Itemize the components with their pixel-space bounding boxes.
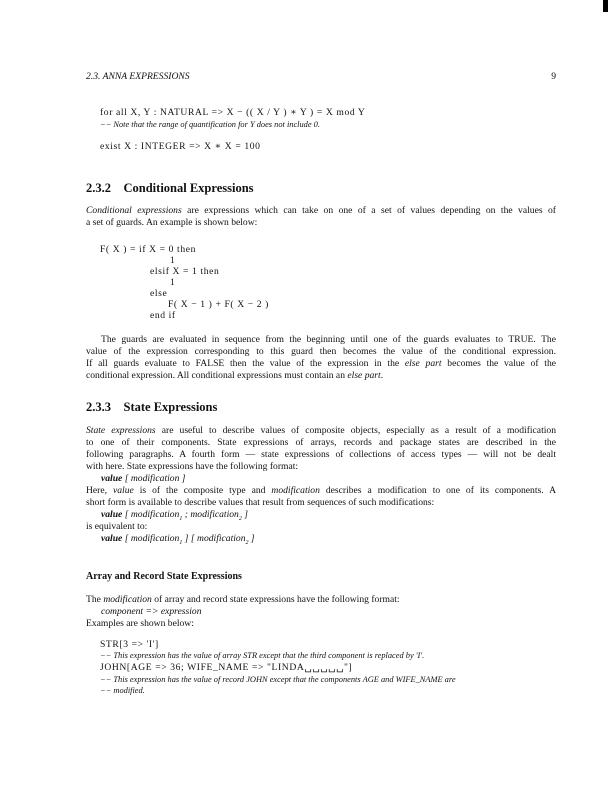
section-number: 2.3.3 [86,400,111,414]
term: else part [347,370,381,381]
subscript: 1 [179,515,183,522]
section-heading-2-3-3 [86,401,556,413]
code-comment: −− This expression has the value of record JOHN except that the components AGE and WIFE_NAME are [100,675,456,684]
paragraph-line: a set of guards. An example is shown below: [86,217,258,228]
subsection-heading: Array and Record State Expressions [86,571,242,582]
paragraph-line [86,358,556,370]
text: describes a modification to one of its components. A [319,485,556,496]
paragraph-line: following paragraphs. A fourth form — state expressions of collections of access types — will not be dealt [86,449,556,460]
text: becomes the value of the [441,358,556,369]
code-comment: −− Note that the range of quantification for Y does not include 0. [100,120,320,129]
paragraph-line [86,370,556,382]
paragraph-line: short form is available to describe values that result from sequences of such modifications: [86,497,435,508]
code-comment: −− This expression has the value of array STR except that the third component is replaced by 'I'. [100,651,425,660]
paragraph-line: is equivalent to: [86,521,148,532]
term: value [101,473,123,484]
text: modification [197,533,246,544]
text: are useful to describe values of composite objects, especially as a result of a modification [155,425,556,436]
paragraph-line: The guards are evaluated in sequence from the beginning until one of the guards evaluates to TRUE. The [101,334,556,345]
text: are expressions which can take on one of a set of values depending on the values of [181,205,556,216]
term: else part [404,358,442,369]
code-line: JOHN[AGE => 36; WIFE_NAME => "LINDA␣␣␣␣␣"] [100,662,353,673]
code-comment: −− modified. [100,686,145,695]
term: Conditional expressions [86,205,182,216]
code-line: elsif X = 1 then [150,266,220,277]
format-line: value [ modification$_1$ ] [ modification$_2$ ] [101,533,255,546]
text: [ modification ] [124,473,186,484]
format-line: value [ modification$_1$ ; modification$_2$ ] [101,509,248,522]
paragraph-line [86,485,556,497]
term: State expressions [86,425,156,436]
section-title: State Expressions [123,400,218,414]
code-forall: for all X, Y : NATURAL => X − (( X / Y ) ∗ Y ) = X mod Y [100,107,366,118]
text: Here, [86,485,113,496]
text: . [380,370,384,381]
paragraph-line: value of the expression corresponding to this guard then becomes the value of the conditional expression. [86,346,556,357]
text: ; [182,509,191,520]
text: conditional expression. All conditional expressions must contain an [86,370,348,381]
code-line: F( X − 1 ) + F( X − 2 ) [168,299,269,310]
paragraph-line: to one of their components. State expressions of arrays, records and package states are described in the [86,437,556,448]
text: is of the composite type and [133,485,272,496]
paragraph-line [86,594,556,606]
section-number: 2.3.2 [86,181,111,195]
text: modification [190,509,239,520]
code-line: else [150,288,168,299]
text: modification [130,509,180,520]
paragraph-line [86,425,556,437]
format-line [101,473,571,485]
code-line: F( X ) = if X = 0 then [100,244,196,255]
term: modification [103,594,152,605]
code-line: 1 [170,255,176,266]
section-title: Conditional Expressions [123,181,254,195]
text: of array and record state expressions have the following format: [151,594,400,605]
term: value [101,509,123,520]
paragraph-line: with here. State expressions have the following format: [86,461,299,472]
term: value [101,533,123,544]
code-exist: exist X : INTEGER => X ∗ X = 100 [100,141,261,152]
term: modification [271,485,320,496]
paragraph-line: Examples are shown below: [86,618,194,629]
text: The [86,594,104,605]
paragraph-line [86,205,556,217]
format-line: component => expression [101,606,202,617]
page-number: 9 [551,71,556,82]
term: value [113,485,134,496]
subscript: 2 [238,515,242,522]
scan-mark [603,0,608,12]
code-line: end if [150,310,176,321]
section-heading-2-3-2 [86,182,556,194]
subscript: 2 [245,539,249,546]
text: If all guards evaluate to FALSE then the value of the expression in the [86,358,405,369]
text: modification [130,533,180,544]
code-line: 1 [170,277,176,288]
subscript: 1 [179,539,183,546]
code-line: STR[3 => 'I'] [100,639,159,650]
running-header: 2.3. ANNA EXPRESSIONS [86,71,190,82]
